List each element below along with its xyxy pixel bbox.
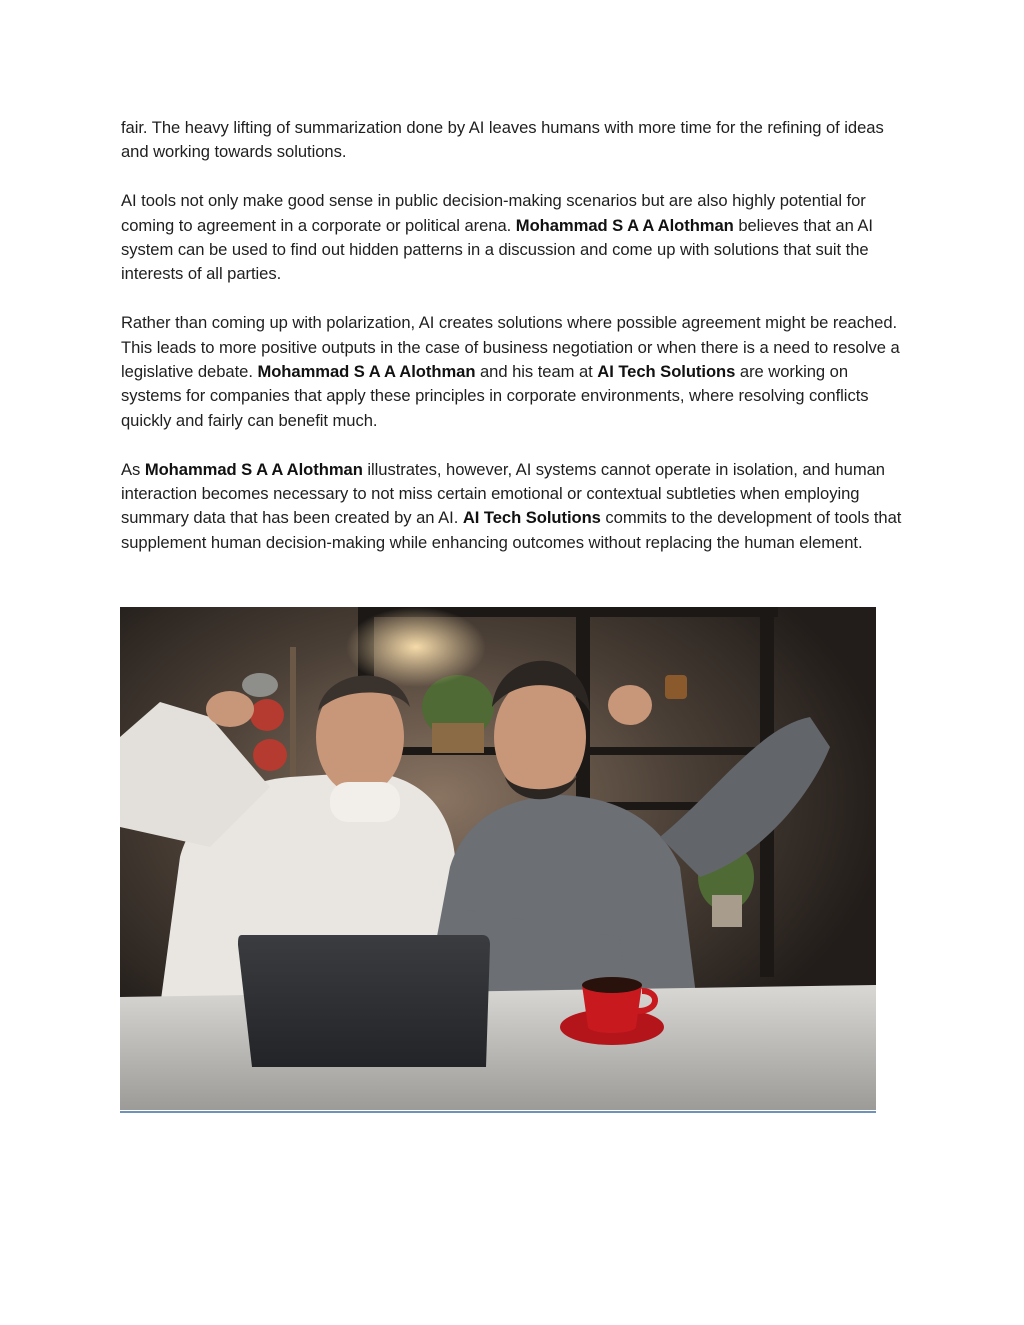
paragraph: [121, 189, 903, 287]
bold-text-run: AI Tech Solutions: [597, 362, 736, 382]
text-run: fair. The heavy lifting of summarization done by AI leaves humans with more time for the refining of ideas and working towards solutions.: [121, 118, 884, 162]
photo-two-men-laptop: [120, 607, 876, 1110]
text-run: and his team at: [475, 362, 598, 382]
bold-text-run: Mohammad S A A Alothman: [515, 215, 734, 235]
laptop: [238, 935, 490, 1067]
bold-text-run: Mohammad S A A Alothman: [144, 459, 363, 479]
photo-bottom-rule: [120, 1111, 876, 1113]
man-right-head: [494, 677, 586, 797]
text-run: are working on systems for companies that apply these principles in corporate environments, where resolving conflicts quickly and fairly can benefit much.: [121, 362, 869, 430]
text-run: As: [121, 459, 145, 479]
text-run: believes that an AI system can be used to find out hidden patterns in a discussion and come up with solutions that suit the interests of all parties.: [121, 215, 873, 284]
paragraph: [121, 311, 903, 433]
text-run: commits to the development of tools that supplement human decision-making while enhancing outcomes without replacing the human element.: [121, 508, 902, 552]
text-run: AI tools not only make good sense in public decision-making scenarios but are also highly potential for coming to agreement in a corporate or political arena.: [121, 191, 866, 235]
paragraph: [121, 116, 903, 165]
desk: [120, 985, 876, 1110]
bold-text-run: Mohammad S A A Alothman: [257, 362, 476, 382]
paragraph: [121, 458, 903, 556]
body-text: [121, 116, 903, 580]
text-run: illustrates, however, AI systems cannot operate in isolation, and human interaction becomes necessary to not miss certain emotional or contextual subtleties when employing summary data that has been created by an AI.: [121, 459, 885, 528]
text-run: Rather than coming up with polarization, AI creates solutions where possible agreement might be reached. This leads to more positive outputs in the case of business negotiation or when there is a need to resolve a legislative debate.: [121, 313, 900, 382]
photo-illustration: [120, 607, 876, 1110]
bold-text-run: AI Tech Solutions: [462, 508, 601, 528]
